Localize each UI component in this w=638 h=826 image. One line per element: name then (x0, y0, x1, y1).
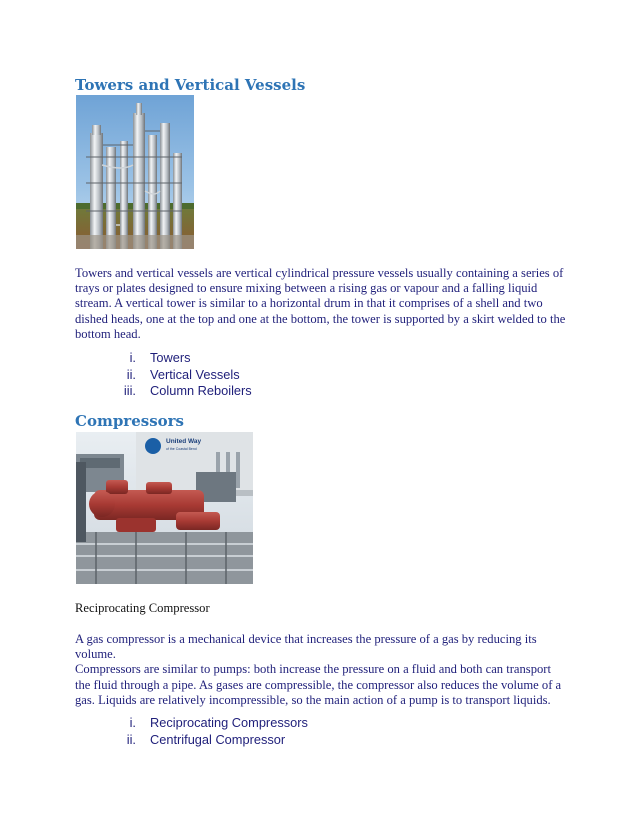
towers-description (75, 266, 567, 342)
list-item-text: Reciprocating Compressors (150, 715, 308, 730)
photo-sign-text: United Way (166, 438, 202, 445)
compressors-description-line: the fluid through a pipe. As gases are compressible, the compressor also reduces the volume of a (75, 677, 562, 692)
compressors-description-line: A gas compressor is a mechanical device that increases the pressure of a gas by reducing its (75, 632, 537, 646)
list-item-number: ii. (126, 366, 136, 382)
list-item-text: Centrifugal Compressor (150, 731, 286, 747)
list-item-text: Column Reboilers (150, 383, 252, 398)
compressor-caption: Reciprocating Compressor (75, 601, 210, 615)
towers-description-line: bottom head. (75, 326, 141, 341)
list-item-text: Towers (150, 350, 191, 365)
towers-photo (76, 95, 194, 249)
list-item-number: i. (129, 350, 136, 365)
towers-description-line: stream. A vertical tower is similar to a horizontal drum in that it comprises of a shell and two (75, 296, 543, 311)
list-item-text: Vertical Vessels (150, 366, 240, 382)
list-item-number: iii. (123, 383, 136, 398)
list-item-number: i. (129, 715, 136, 730)
towers-heading: Towers and Vertical Vessels (75, 76, 306, 94)
compressors-description-line: gas. Liquids are relatively incompressible, so the main action of a pump is to transport liquids. (75, 692, 551, 707)
compressor-photo (76, 432, 253, 584)
list-item-number: ii. (126, 731, 136, 747)
compressors-description-line: Compressors are similar to pumps: both increase the pressure on a fluid and both can transport (75, 662, 551, 677)
compressors-heading: Compressors (75, 412, 184, 430)
towers-description-line: dished heads, one at the top and one at the bottom, the tower is supported by a skirt welded to the (75, 311, 566, 326)
towers-description-line: trays or plates designed to ensure mixing between a rising gas or vapour and a falling liquid (75, 281, 538, 296)
photo-sign-subtext: of the Coastal Bend (166, 447, 197, 451)
compressors-description (75, 632, 567, 708)
compressors-description-line: volume. (75, 647, 116, 662)
towers-description-line: Towers and vertical vessels are vertical cylindrical pressure vessels usually containing a series of (75, 266, 564, 280)
